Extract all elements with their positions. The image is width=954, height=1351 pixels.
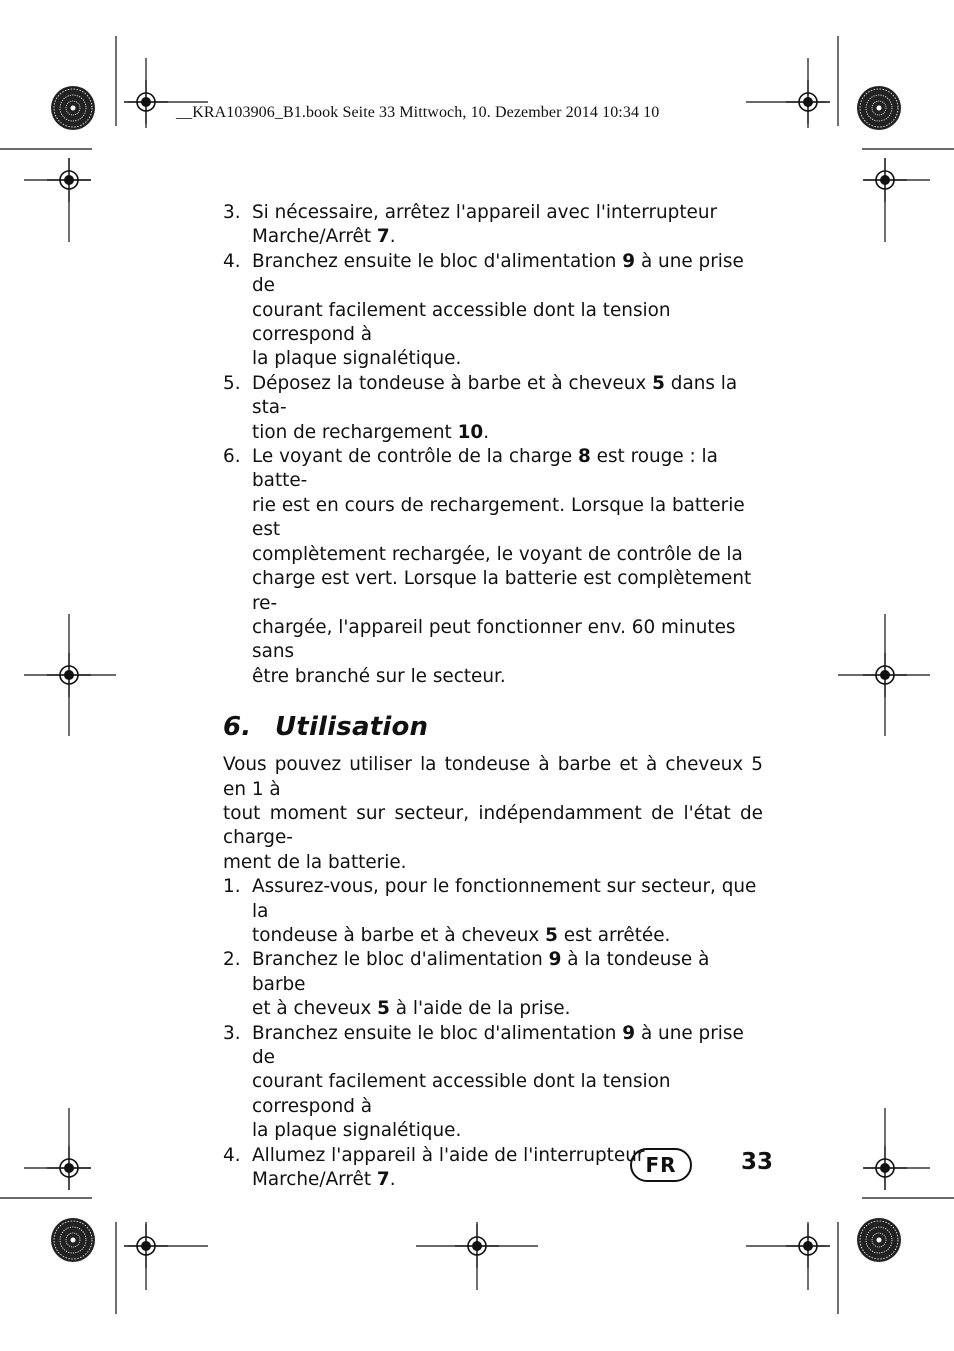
- list-item-text: Déposez la tondeuse à barbe et à cheveux: [252, 372, 653, 394]
- list-item-text: Branchez le bloc d'alimentation: [252, 949, 549, 971]
- list-item-number: 5.: [223, 372, 241, 394]
- list-item-text: est rouge : la batte-: [252, 446, 718, 492]
- list-item: [223, 1022, 763, 1144]
- part-reference-number: 5: [545, 924, 558, 946]
- section-number: 6.: [223, 712, 252, 743]
- list-item: [223, 875, 763, 948]
- list-item-text: chargée, l'appareil peut fonctionner env. 60 minutes sans: [252, 616, 736, 663]
- list-item-number: 6.: [223, 446, 241, 468]
- list-item-text: .: [389, 1169, 396, 1191]
- language-badge: FR: [630, 1148, 692, 1182]
- list-item: [223, 948, 763, 1021]
- intro-line: Vous pouvez utiliser la tondeuse à barbe et à cheveux 5 en 1 à: [223, 754, 763, 800]
- part-reference-number: 5: [377, 998, 390, 1020]
- intro-line: tout moment sur secteur, indépendamment de l'état de charge-: [223, 802, 763, 849]
- list-item-text: rie est en cours de rechargement. Lorsque la batterie est: [252, 494, 745, 541]
- list-item-number: 1.: [223, 876, 241, 898]
- list-item: [223, 201, 763, 250]
- part-reference-number: 8: [578, 446, 591, 468]
- list-item-text: à une prise de: [252, 250, 744, 297]
- list-item-text: .: [483, 421, 490, 443]
- list-item-number: 3.: [223, 1022, 241, 1044]
- part-reference-number: 9: [548, 949, 562, 971]
- list-item-text: tondeuse à barbe et à cheveux: [252, 924, 546, 946]
- list-item-text: courant facilement accessible dont la tension correspond à: [252, 1071, 671, 1117]
- intro-paragraph: [223, 753, 763, 875]
- list-item-text: dans la sta-: [252, 372, 738, 419]
- instruction-list-top: [223, 201, 763, 689]
- list-item-text: tion de rechargement: [252, 421, 458, 443]
- list-item-text: .: [389, 226, 396, 248]
- list-item-text: la plaque signalétique.: [252, 1120, 462, 1142]
- list-item: [223, 445, 763, 689]
- intro-line: ment de la batterie.: [223, 851, 407, 873]
- list-item-text: est arrêtée.: [557, 924, 671, 946]
- list-item-text: Assurez-vous, pour le fonctionnement sur secteur, que la: [252, 876, 757, 922]
- list-item-text: être branché sur le secteur.: [252, 665, 506, 687]
- list-item-number: 4.: [223, 1144, 241, 1166]
- list-item-text: charge est vert. Lorsque la batterie est complètement re-: [252, 568, 752, 614]
- list-item-text: la plaque signalétique.: [252, 348, 462, 370]
- list-item-text: à l'aide de la prise.: [389, 998, 571, 1020]
- section-title: Utilisation: [275, 712, 429, 743]
- list-item-text: courant facilement accessible dont la tension correspond à: [252, 299, 671, 346]
- page-number: 33: [741, 1149, 774, 1175]
- list-item-text: Allumez l'appareil à l'aide de l'interrupteur Marche/Arrêt: [252, 1144, 645, 1191]
- list-item-text: complètement rechargée, le voyant de contrôle de la: [252, 543, 743, 565]
- list-item-text: Le voyant de contrôle de la charge: [252, 446, 578, 468]
- list-item-text: et à cheveux: [252, 998, 378, 1020]
- part-reference-number: 7: [376, 226, 390, 248]
- part-reference-number: 9: [622, 1022, 636, 1044]
- list-item-text: à une prise de: [252, 1022, 744, 1068]
- list-item-number: 4.: [223, 250, 241, 272]
- list-item: [223, 250, 763, 372]
- list-item-text: Branchez ensuite le bloc d'alimentation: [252, 1022, 623, 1044]
- print-slug: __KRA103906_B1.book Seite 33 Mittwoch, 10. Dezember 2014 10:34 10: [176, 104, 660, 121]
- list-item-text: Branchez ensuite le bloc d'alimentation: [252, 250, 623, 272]
- part-reference-number: 10: [457, 421, 484, 443]
- list-item-number: 3.: [223, 202, 241, 223]
- instruction-list-bottom: [223, 875, 763, 1192]
- section-heading: [223, 711, 763, 743]
- part-reference-number: 5: [652, 372, 665, 394]
- list-item-text: Marche/Arrêt: [252, 226, 377, 248]
- list-item-text: Si nécessaire, arrêtez l'appareil avec l'interrupteur: [252, 202, 718, 223]
- list-item-number: 2.: [223, 949, 241, 971]
- page-content: [223, 201, 763, 1192]
- part-reference-number: 9: [622, 250, 636, 272]
- part-reference-number: 7: [376, 1169, 390, 1191]
- list-item-text: à la tondeuse à barbe: [252, 949, 710, 995]
- list-item: [223, 372, 763, 445]
